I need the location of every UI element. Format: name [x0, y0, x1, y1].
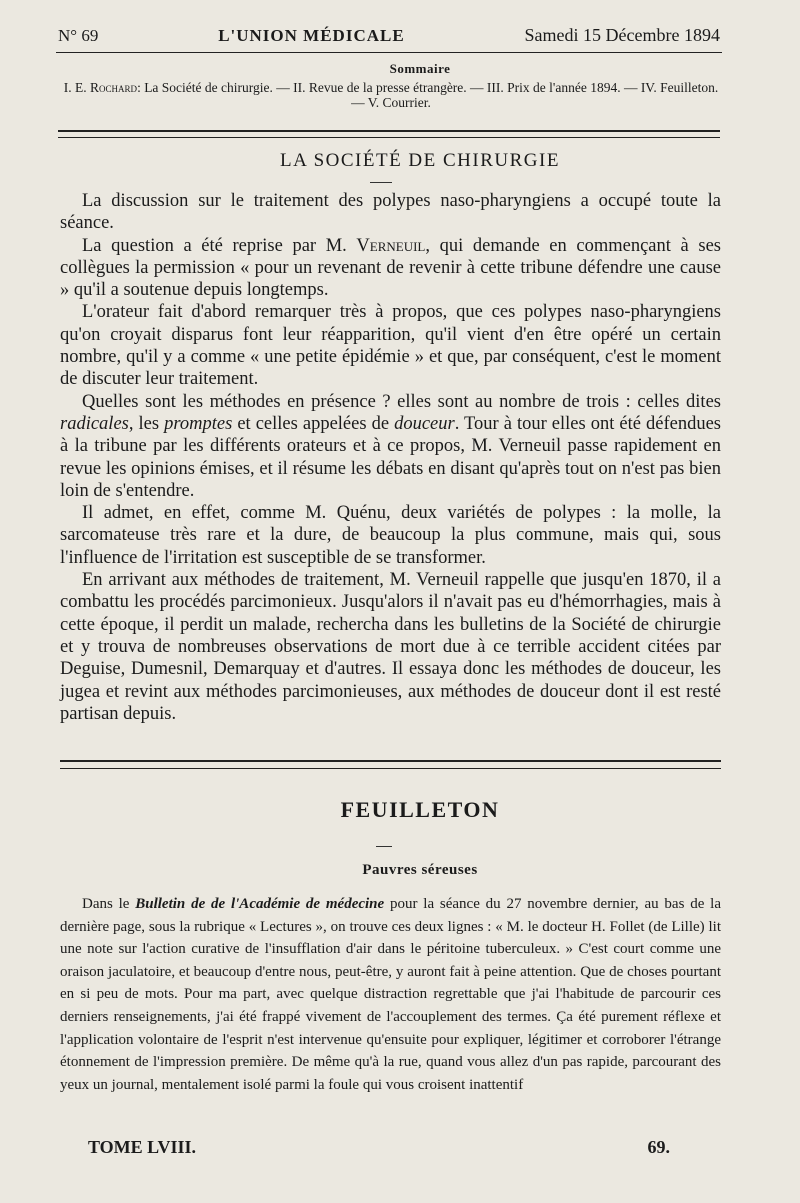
page-header	[58, 22, 720, 46]
title-dash	[370, 182, 392, 183]
feuilleton-rule	[60, 760, 721, 769]
bulletin-title: Bulletin de de l'Académie de médecine	[135, 896, 385, 912]
issue-date: Samedi 15 Décembre 1894	[524, 25, 720, 45]
article-paragraph: En arrivant aux méthodes de traitement, M. Verneuil rappelle que jusqu'en 1870, il a combattu les procédés parcimonieux. Jusqu'alors il n'avait pas eu d'hémorrhagies, mais à cette époque, il perdit un malade, recherchа dans les bulletins de la Société de chirurgie et y trouva de nombreuses observations de mort due à ce terrible accident citées par Deguise, Dumesnil, Demarquay et d'autres. Il essaya donc les méthodes de douceur, les jugea et revint aux méthodes parcimonieuses, aux méthodes de douceur dont il est resté partisan depuis.	[60, 570, 721, 724]
article-paragraph: La discussion sur le traitement des polypes naso-pharyngiens a occupé toute la séance.	[60, 191, 721, 234]
feuilleton-body	[60, 893, 721, 1096]
header-rule	[56, 52, 722, 53]
tome-label: TOME LVIII.	[88, 1137, 197, 1157]
sommaire-entries	[60, 80, 722, 110]
feuilleton-paragraph: Dans le Bulletin de de l'Académie de médecine pour la séance du 27 novembre dernier, au bas de la dernière page, sous la rubrique « Lectures », on trouve ces deux lignes : « M. le docteur H. Follet (de Lille) lit une note sur l'action curative de l'insufflation d'air dans le péritoine tuberculeux. » C'est court comme une oraison jaculatoire, et beaucoup d'entre nous, peut-être, y auront fait à peine attention. Que de choses pourtant en si peu de mots. Pour ma part, avec quelque distraction regrettable que j'ai l'habitude de parcourir ces derniers renseignements, j'ai été frappé vivement de l'accouplement des termes. Ça été purement réflexe et l'application volontaire de l'esprit n'est intervenue qu'ensuite pour expliquer, légitimer et corroborer l'étrange étonnement de l'impression première. De même qu'à la rue, quand vous allez d'un pas rapide, parcourant des yeux un journal, mentalement isolé parmi la foule qui vous croisent inattentif	[60, 896, 721, 1093]
sommaire-author: I. E. Rochard	[63, 80, 138, 95]
article-paragraph: L'orateur fait d'abord remarquer très à propos, que ces polypes naso-pharyngiens qu'on croyait disparus font leur réapparition, qu'il vient d'en être opéré un certain nombre, qu'il y a comme « une petite épidémie » et que, par conséquent, c'est le moment de discuter leur traitement.	[60, 302, 721, 390]
sommaire-rule	[58, 130, 720, 138]
term-douceur: douceur	[394, 413, 455, 434]
sommaire-list: : La Société de chirurgie. — II. Revue de la presse étrangère. — III. Prix de l'année 1894. — IV. Feuilleton. — V. Courrier.	[137, 80, 719, 110]
article-paragraph: Quelles sont les méthodes en présence ? elles sont au nombre de trois : celles dites radicales, les promptes et celles appelées de douceur. Tour à tour elles ont été défendues à la tribune par les différents orateurs et à ce propos, M. Verneuil passe rapidement en revue les opinions émises, et il résume les débats en disant qu'après tout on n'est pas bien loin de s'entendre.	[60, 391, 721, 501]
sommaire-title: Sommaire	[389, 61, 451, 76]
page-footer	[88, 1137, 670, 1158]
feuilleton-subtitle: Pauvres séreuses	[362, 862, 478, 878]
journal-title: L'UNION MÉDICALE	[218, 26, 405, 45]
article-body	[60, 190, 721, 725]
author-name: Verneuil	[356, 235, 426, 256]
feuilleton-title: FEUILLETON	[340, 797, 500, 822]
article-title: LA SOCIÉTÉ DE CHIRURGIE	[280, 150, 560, 171]
page-number: 69.	[647, 1137, 670, 1157]
term-radicales: radicales	[60, 413, 129, 434]
feuilleton-dash	[376, 846, 392, 847]
term-promptes: promptes	[164, 413, 233, 434]
issue-number: N° 69	[58, 26, 99, 45]
article-paragraph: Il admet, en effet, comme M. Quénu, deux variétés de polypes : la molle, la sarcomateuse très rare et la dure, de beaucoup la plus commune, mais qui, sous l'influence de l'irritation est susceptible de se transformer.	[60, 503, 721, 568]
article-paragraph: La question a été reprise par M. Verneuil, qui demande en commençant à ses collègues la permission « pour un revenant de revenir à cette tribune défendre une cause » qu'il a soutenue depuis longtemps.	[60, 235, 721, 301]
